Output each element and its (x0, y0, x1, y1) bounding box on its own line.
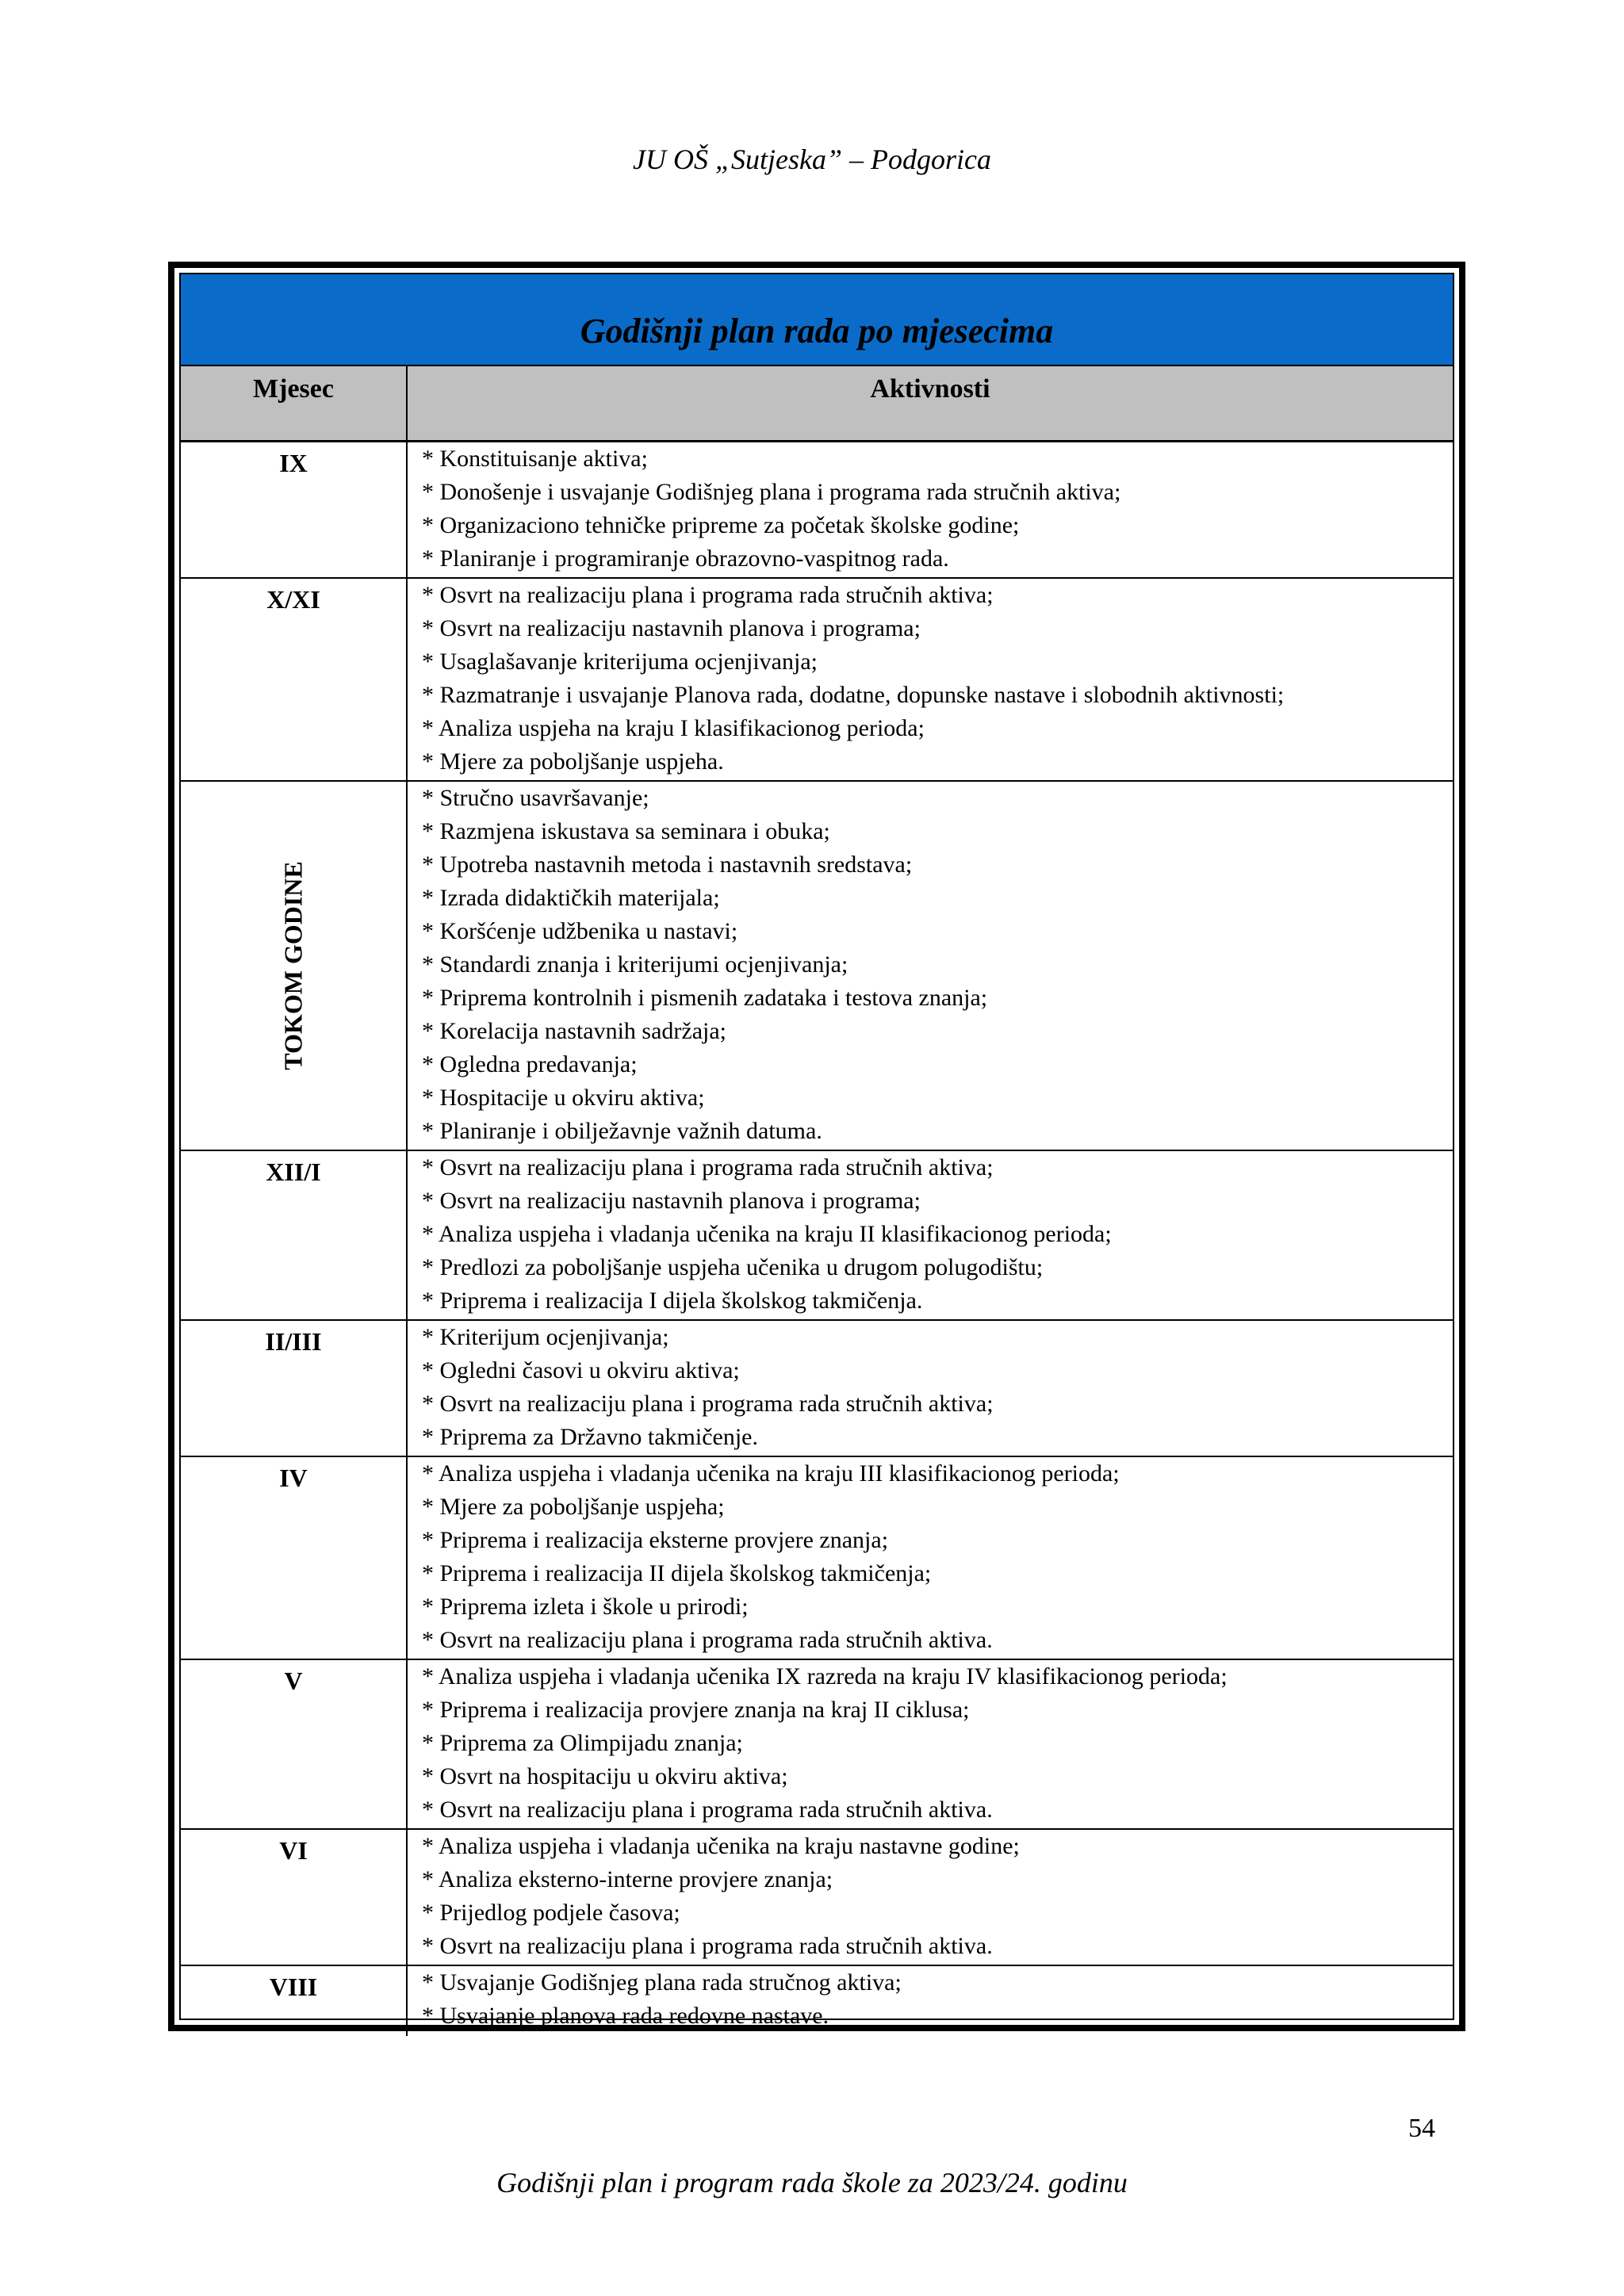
activity-item: * Donošenje i usvajanje Godišnjeg plana i programa rada stručnih aktiva; (422, 479, 1121, 505)
table-row (181, 1457, 1453, 1660)
activity-item: * Analiza eksterno-interne provjere znanja; (422, 1866, 833, 1892)
activity-item: * Osvrt na realizaciju plana i programa rada stručnih aktiva; (422, 1391, 994, 1417)
activity-item: * Usvajanje planova rada redovne nastave. (422, 2003, 829, 2029)
page-footer: Godišnji plan i program rada škole za 2023/24. godinu (496, 2167, 1128, 2198)
activity-item: * Usaglašavanje kriterijuma ocjenjivanja; (422, 649, 818, 675)
activities-cell (408, 1321, 1453, 1456)
table-row (181, 1966, 1453, 2036)
table-title-band (181, 274, 1453, 366)
activity-item: * Ogledni časovi u okviru aktiva; (422, 1357, 740, 1383)
activity-item: * Standardi znanja i kriterijumi ocjenjivanja; (422, 951, 848, 978)
month-label: IV (279, 1464, 308, 1492)
activity-item: * Osvrt na realizaciju plana i programa rada stručnih aktiva. (422, 1933, 993, 1959)
activity-item: * Planiranje i obilježavnje važnih datuma. (422, 1118, 822, 1144)
table-title: Godišnji plan rada po mjesecima (580, 312, 1054, 350)
activity-item: * Osvrt na hospitaciju u okviru aktiva; (422, 1763, 788, 1789)
activities-cell (408, 1457, 1453, 1659)
activity-item: * Korelacija nastavnih sadržaja; (422, 1018, 726, 1044)
activities-cell (408, 782, 1453, 1150)
activity-item: * Predlozi za poboljšanje uspjeha učenika u drugom polugodištu; (422, 1254, 1044, 1280)
column-header-activities: Aktivnosti (870, 374, 990, 404)
activity-item: * Osvrt na realizaciju plana i programa rada stručnih aktiva. (422, 1797, 993, 1823)
month-label: IX (279, 449, 308, 477)
activity-item: * Analiza uspjeha i vladanja učenika na kraju III klasifikacionog perioda; (422, 1460, 1120, 1487)
activity-item: * Kriterijum ocjenjivanja; (422, 1324, 669, 1350)
activity-item: * Analiza uspjeha i vladanja učenika na kraju nastavne godine; (422, 1833, 1020, 1859)
activity-item: * Hospitacije u okviru aktiva; (422, 1085, 705, 1111)
activity-item: * Osvrt na realizaciju nastavnih planova i programa; (422, 615, 921, 641)
month-label: V (284, 1667, 303, 1695)
activity-item: * Priprema i realizacija provjere znanja na kraj II ciklusa; (422, 1697, 970, 1723)
table-row (181, 782, 1453, 1151)
month-cell (181, 1151, 408, 1319)
activities-cell (408, 1830, 1453, 1965)
activity-item: * Osvrt na realizaciju plana i programa rada stručnih aktiva. (422, 1627, 993, 1653)
activity-item: * Usvajanje Godišnjeg plana rada stručnog aktiva; (422, 1969, 902, 1996)
activity-item: * Osvrt na realizaciju nastavnih planova i programa; (422, 1188, 921, 1214)
activity-item: * Osvrt na realizaciju plana i programa rada stručnih aktiva; (422, 1154, 994, 1181)
activity-item: * Analiza uspjeha na kraju I klasifikacionog perioda; (422, 715, 925, 741)
month-cell (181, 1966, 408, 2036)
activity-item: * Priprema za Državno takmičenje. (422, 1424, 758, 1450)
table-row (181, 1830, 1453, 1966)
activities-cell (408, 579, 1453, 780)
page-number: 54 (1408, 2114, 1435, 2143)
activity-item: * Priprema izleta i škole u prirodi; (422, 1594, 749, 1620)
table-row (181, 1660, 1453, 1830)
month-cell (181, 1830, 408, 1965)
activity-item: * Mjere za poboljšanje uspjeha; (422, 1494, 725, 1520)
activity-item: * Organizaciono tehničke pripreme za početak školske godine; (422, 512, 1020, 538)
month-cell (181, 1660, 408, 1828)
activity-item: * Razmjena iskustava sa seminara i obuka; (422, 818, 830, 844)
activity-item: * Priprema kontrolnih i pismenih zadataka i testova znanja; (422, 985, 988, 1011)
activity-item: * Izrada didaktičkih materijala; (422, 885, 720, 911)
table-column-header (181, 366, 1453, 442)
activity-item: * Osvrt na realizaciju plana i programa rada stručnih aktiva; (422, 582, 994, 608)
activity-item: * Analiza uspjeha i vladanja učenika na kraju II klasifikacionog perioda; (422, 1221, 1112, 1247)
table-row (181, 1321, 1453, 1457)
activity-item: * Konstituisanje aktiva; (422, 446, 648, 472)
month-label: X/XI (266, 585, 320, 614)
activities-cell (408, 1966, 1453, 2036)
month-label: VIII (269, 1973, 318, 2001)
activity-item: * Mjere za poboljšanje uspjeha. (422, 748, 724, 775)
activity-item: * Upotreba nastavnih metoda i nastavnih sredstava; (422, 851, 913, 878)
month-label-vertical: TOKOM GODINE (278, 861, 308, 1070)
month-cell (181, 1321, 408, 1456)
activities-cell (408, 442, 1453, 577)
activity-item: * Priprema za Olimpijadu znanja; (422, 1730, 743, 1756)
month-label: VI (279, 1836, 308, 1865)
month-cell (181, 442, 408, 577)
activity-item: * Ogledna predavanja; (422, 1051, 638, 1077)
annual-plan-table (168, 262, 1465, 2031)
activity-item: * Koršćenje udžbenika u nastavi; (422, 918, 738, 944)
activities-cell (408, 1151, 1453, 1319)
table-row (181, 1151, 1453, 1321)
month-label: XII/I (266, 1158, 321, 1186)
table-row (181, 579, 1453, 782)
activity-item: * Priprema i realizacija eksterne provjere znanja; (422, 1527, 889, 1553)
month-cell (181, 782, 408, 1150)
activities-cell (408, 1660, 1453, 1828)
column-header-month: Mjesec (181, 366, 408, 440)
table-row (181, 442, 1453, 579)
activity-item: * Priprema i realizacija II dijela školskog takmičenja; (422, 1560, 932, 1586)
table-body (181, 442, 1453, 2036)
activity-item: * Priprema i realizacija I dijela školskog takmičenja. (422, 1288, 923, 1314)
activity-item: * Razmatranje i usvajanje Planova rada, dodatne, dopunske nastave i slobodnih aktivnosti; (422, 682, 1285, 708)
activity-item: * Stručno usavršavanje; (422, 785, 649, 811)
page-header: JU OŠ „Sutjeska” – Podgorica (633, 144, 991, 175)
month-label: II/III (265, 1327, 322, 1356)
month-cell (181, 1457, 408, 1659)
activity-item: * Prijedlog podjele časova; (422, 1900, 680, 1926)
activity-item: * Planiranje i programiranje obrazovno-vaspitnog rada. (422, 545, 949, 572)
month-cell (181, 579, 408, 780)
activity-item: * Analiza uspjeha i vladanja učenika IX razreda na kraju IV klasifikacionog perioda; (422, 1663, 1228, 1689)
table-inner (179, 273, 1454, 2029)
